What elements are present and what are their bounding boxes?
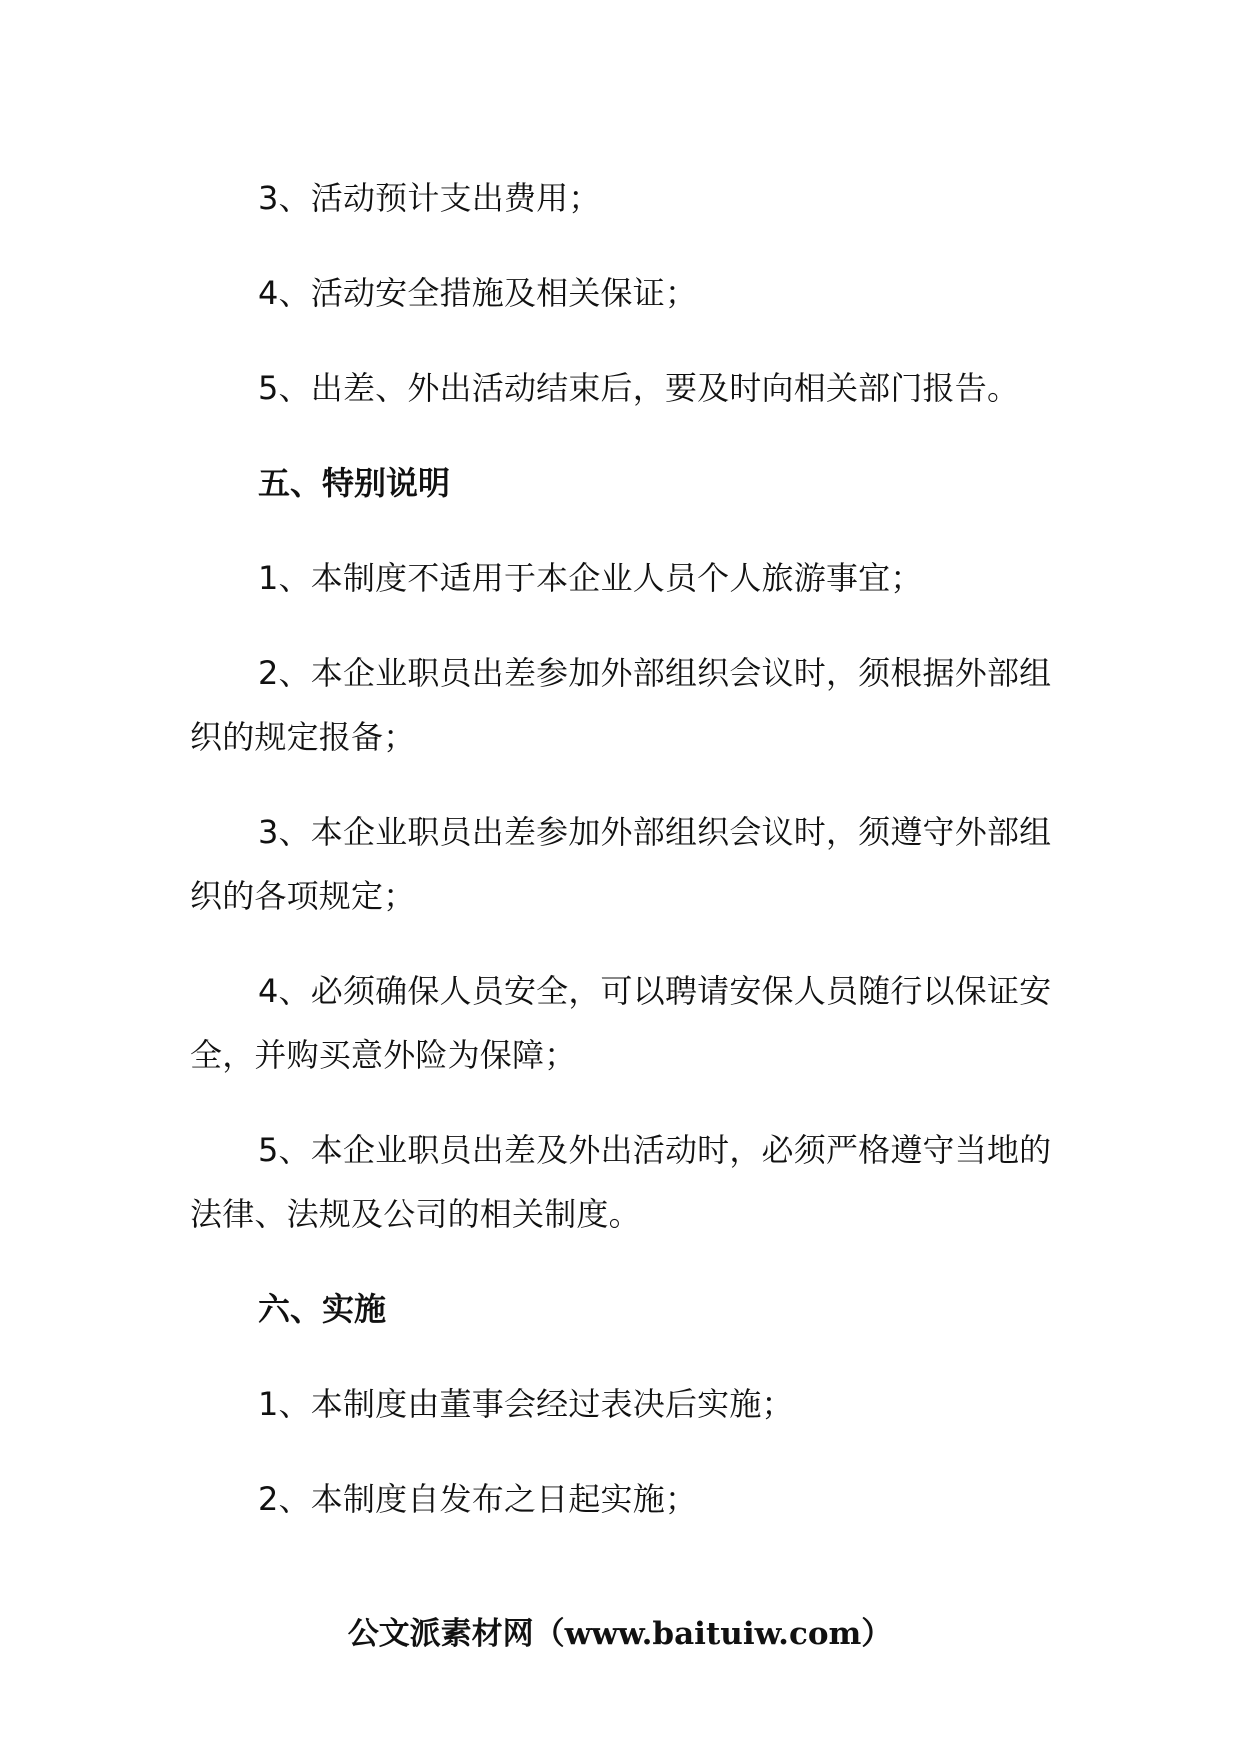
list-item: 4、活动安全措施及相关保证； [258,274,698,312]
list-item: 4、必须确保人员安全，可以聘请安保人员随行以保证安全，并购买意外险为保障； [190,972,1052,1074]
list-item: 3、本企业职员出差参加外部组织会议时，须遵守外部组织的各项规定； [190,813,1052,915]
document-body [190,166,1060,1562]
list-item: 2、本制度自发布之日起实施； [258,1480,698,1518]
section-heading-special-notes: 五、特别说明 [258,464,451,502]
list-item: 2、本企业职员出差参加外部组织会议时，须根据外部组织的规定报备； [190,654,1052,756]
list-item: 1、本制度不适用于本企业人员个人旅游事宜； [258,559,923,597]
list-item: 5、出差、外出活动结束后，要及时向相关部门报告。 [258,369,1020,407]
list-item: 5、本企业职员出差及外出活动时，必须严格遵守当地的法律、法规及公司的相关制度。 [190,1131,1052,1233]
list-item: 3、活动预计支出费用； [258,179,601,217]
list-item: 1、本制度由董事会经过表决后实施； [258,1385,794,1423]
section-heading-implementation: 六、实施 [258,1290,387,1328]
footer-source: 公文派素材网（www.baituiw.com） [347,1616,893,1652]
